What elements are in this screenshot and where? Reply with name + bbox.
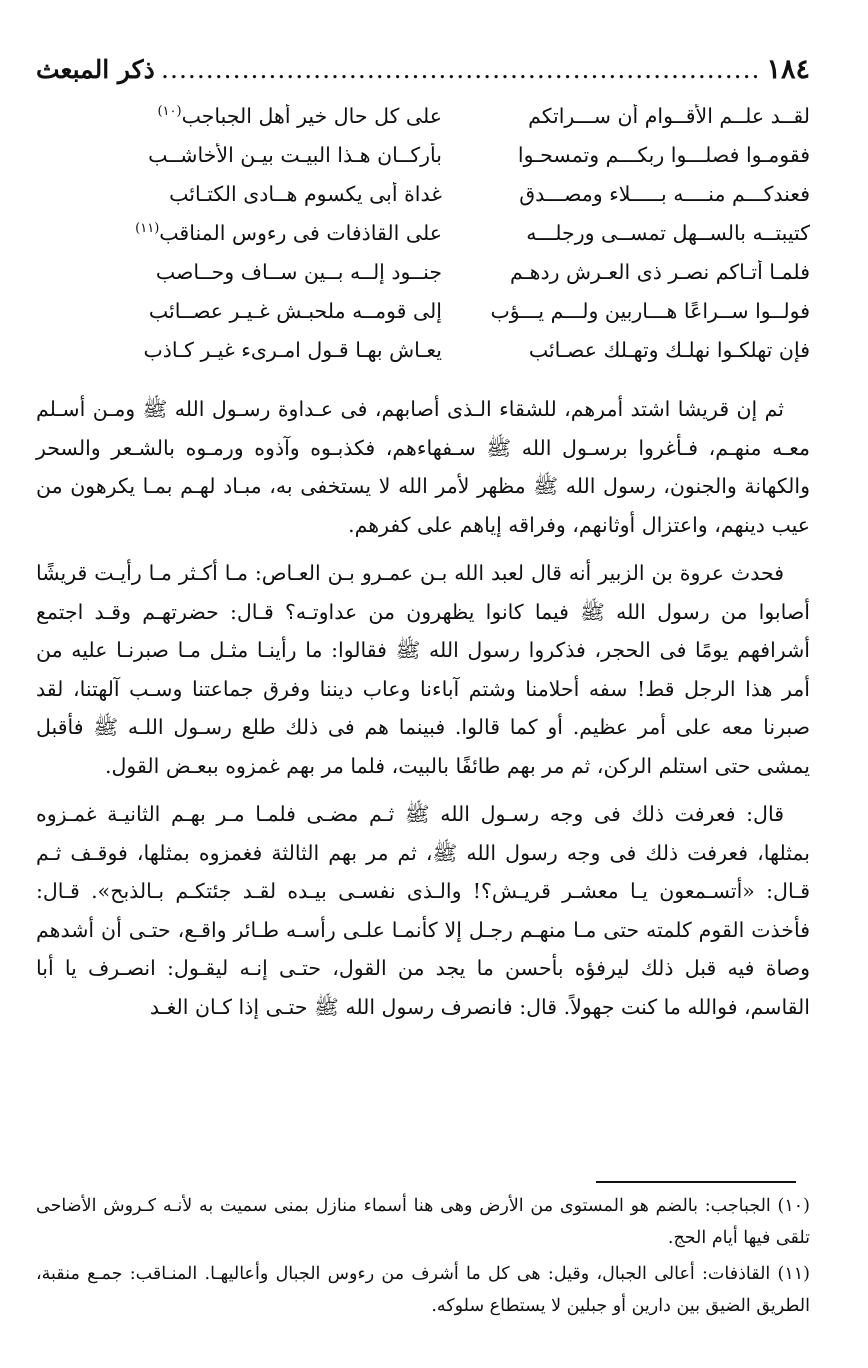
leader-dots bbox=[161, 55, 761, 84]
verse-first-hemistich: فولــوا ســراعًا هـــاربين ولـــم يـــؤب bbox=[490, 298, 810, 323]
poem-verse bbox=[40, 96, 810, 135]
verse-first-hemistich: لقــد علــم الأقــوام أن ســـراتكم bbox=[528, 103, 810, 128]
footnote-ref[interactable]: (١١) bbox=[135, 220, 160, 236]
verse-second-hemistich: جنــود إلــه بــين ســاف وحــاصب bbox=[155, 259, 442, 284]
page-header bbox=[36, 54, 810, 85]
footnote-separator bbox=[596, 1181, 796, 1183]
verse-first-hemistich: فإن تهلكـوا نهلـك وتهـلك عصـائب bbox=[528, 337, 810, 362]
verse-first-hemistich: فلمـا أتـاكم نصـر ذى العـرش ردهـم bbox=[510, 259, 810, 284]
body-text bbox=[36, 390, 810, 1036]
poem-verse bbox=[40, 135, 810, 174]
paragraph: ثم إن قريشا اشتد أمرهم، للشقاء الـذى أصابهم، فى عـداوة رسـول الله ﷺ ومـن أسـلم معـه منهـم، فـأغروا برسـول الله ﷺ سـفهاءهم، فكذبـوه وآذوه ورمـوه بالشـعر والسحر والكهانة والجنون، رسول الله ﷺ مظهر لأمر الله لا يستخفى به، مبـاد لهـم بمـا يكرهون من عيب دينهم، واعتزال أوثانهم، وفراقه إياهم على كفرهم. bbox=[36, 397, 810, 537]
footnote: (١١) القاذفات: أعالى الجبال، وقيل: هى كل ما أشرف من رءوس الجبال وأعاليهـا. المنـاقب: جمـع منقبة، الطريق الضيق بين دارين أو جبلين لا يستطاع سلوكه. bbox=[36, 1264, 810, 1316]
footnotes bbox=[36, 1190, 810, 1326]
verse-second-hemistich: إلى قومــه ملحبـش غـيـر عصــائب bbox=[148, 298, 442, 323]
poem-verse bbox=[40, 213, 810, 252]
page-number: ١٨٤ bbox=[766, 54, 810, 85]
chapter-title: ذكر المبعث bbox=[36, 55, 155, 84]
verse-first-hemistich: كتيبتــه بالســهل تمســى ورجلـــه bbox=[526, 220, 810, 245]
poem-verse bbox=[40, 330, 810, 369]
poem bbox=[40, 96, 810, 369]
footnote: (١٠) الجباجب: بالضم هو المستوى من الأرض وهى هنا أسماء منازل بمنى سميت به لأنـه كـروش الأضاحى تلقى فيها أيام الحج. bbox=[36, 1196, 810, 1248]
poem-verse bbox=[40, 252, 810, 291]
verse-second-hemistich: يعـاش بهـا قـول امـرىء غيـر كـاذب bbox=[143, 337, 442, 362]
verse-second-hemistich: غداة أبى يكسوم هــادى الكتـائب bbox=[169, 181, 442, 206]
poem-verse bbox=[40, 174, 810, 213]
poem-verse bbox=[40, 291, 810, 330]
verse-second-hemistich: بأركــان هـذا البيـت بيـن الأخاشــب bbox=[148, 142, 442, 167]
paragraph: قال: فعرفت ذلك فى وجه رسـول الله ﷺ ثـم مضـى فلمـا مـر بهـم الثانيـة غمـزوه بمثلها، فعرفت ذلك فى وجه رسول الله ﷺ، ثم مر بهم الثالثة فغمزوه بمثلها، فوقـف ثـم قـال: «أتسـمعون يـا معشـر قريـش؟! والـذى نفسـى بيـده لقـد جئتكـم بـالذبح». قـال: فأخذت القوم كلمته حتى مـا منهـم رجـل إلا كأنمـا علـى رأسـه طـائر واقـع، حتـى أن أشدهم وصاة فيه قبل ذلك ليرفؤه بأحسن ما يجد من القول، حتـى إنـه ليقـول: انصـرف يا أبا القاسم، فوالله ما كنت جهولاً. قال: فانصرف رسول الله ﷺ حتـى إذا كـان الغـد bbox=[36, 802, 810, 1019]
verse-second-hemistich: على القاذفات فى رءوس المناقب$^{(١١)}$ bbox=[135, 220, 442, 245]
verse-second-hemistich: على كل حال خير أهل الجباجب$^{(١٠)}$ bbox=[157, 103, 442, 128]
footnote-ref[interactable]: (١٠) bbox=[157, 103, 182, 119]
verse-first-hemistich: فعندكـــم منــــه بـــــلاء ومصـــدق bbox=[519, 181, 810, 206]
verse-first-hemistich: فقومـوا فصلـــوا ربكـــم وتمسحـوا bbox=[517, 142, 810, 167]
paragraph: فحدث عروة بن الزبير أنه قال لعبد الله بـن عمـرو بـن العـاص: مـا أكـثر مـا رأيـت قريشًا أصابوا من رسول الله ﷺ فيما كانوا يظهرون من عداوتـه؟ قـال: حضرتهـم وقـد اجتمع أشرافهم يومًا فى الحجر، فذكروا رسول الله ﷺ فقالوا: ما رأينـا مثـل مـا صبرنـا عليه من أمر هذا الرجل قط! سفه أحلامنا وشتم آباءنا وعاب ديننا وفرق جماعتنا وسـب آلهتنا، لقد صبرنا معه على أمر عظيم. أو كما قالوا. فبينما هم فى ذلك طلع رسـول اللـه ﷺ فأقبل يمشى حتى استلم الركن، ثم مر بهم طائفًا بالبيت، فلما مر بهم غمزوه ببعـض القول. bbox=[36, 561, 810, 778]
